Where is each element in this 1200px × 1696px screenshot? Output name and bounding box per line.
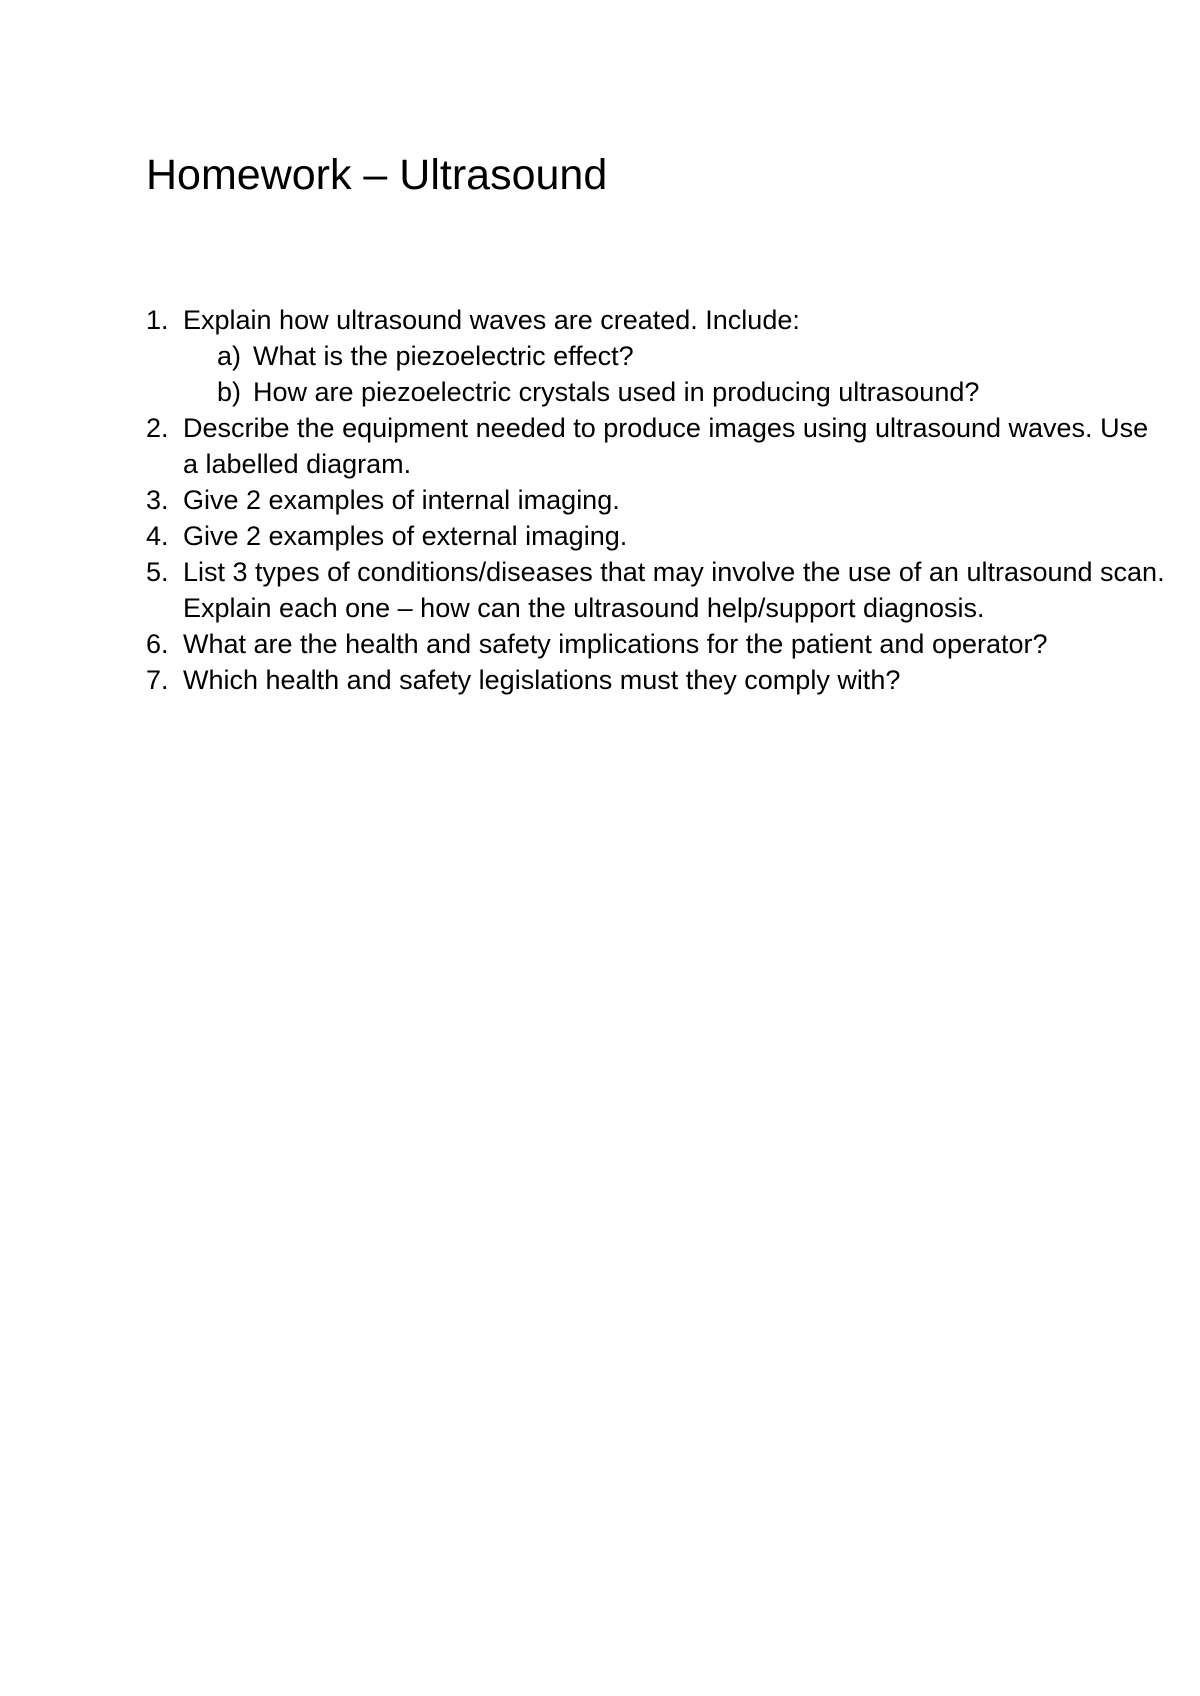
question-item-1 [146,302,1166,338]
subquestion-letter: a) [217,341,242,371]
question-item-6 [146,626,1166,662]
question-number: 6. [146,629,169,659]
page-title: Homework – Ultrasound [146,151,608,199]
question-text: Describe the equipment needed to produce images using ultrasound waves. Use a labelled diagram. [183,413,1149,479]
question-text: Explain how ultrasound waves are created. Include: [183,305,800,335]
question-item-3 [146,482,1166,518]
subquestion-item-1b [180,374,1166,410]
question-number: 7. [146,665,169,695]
question-text: Give 2 examples of external imaging. [183,521,628,551]
question-item-2 [146,410,1166,482]
question-item-5 [146,554,1166,626]
question-item-7 [146,662,1166,698]
question-number: 2. [146,413,169,443]
question-number: 1. [146,305,169,335]
question-item-4 [146,518,1166,554]
subquestion-text: How are piezoelectric crystals used in producing ultrasound? [253,377,980,407]
subquestion-letter: b) [217,377,242,407]
question-text: Which health and safety legislations must they comply with? [183,665,901,695]
subquestion-item-1a [180,338,1166,374]
question-number: 4. [146,521,169,551]
subquestion-text: What is the piezoelectric effect? [253,341,634,371]
question-text: Give 2 examples of internal imaging. [183,485,620,515]
question-text: List 3 types of conditions/diseases that may involve the use of an ultrasound scan. Explain each one – how can the ultrasound help/support diagnosis. [183,557,1165,623]
question-number: 3. [146,485,169,515]
question-number: 5. [146,557,169,587]
question-text: What are the health and safety implications for the patient and operator? [183,629,1048,659]
question-list [146,302,1166,698]
